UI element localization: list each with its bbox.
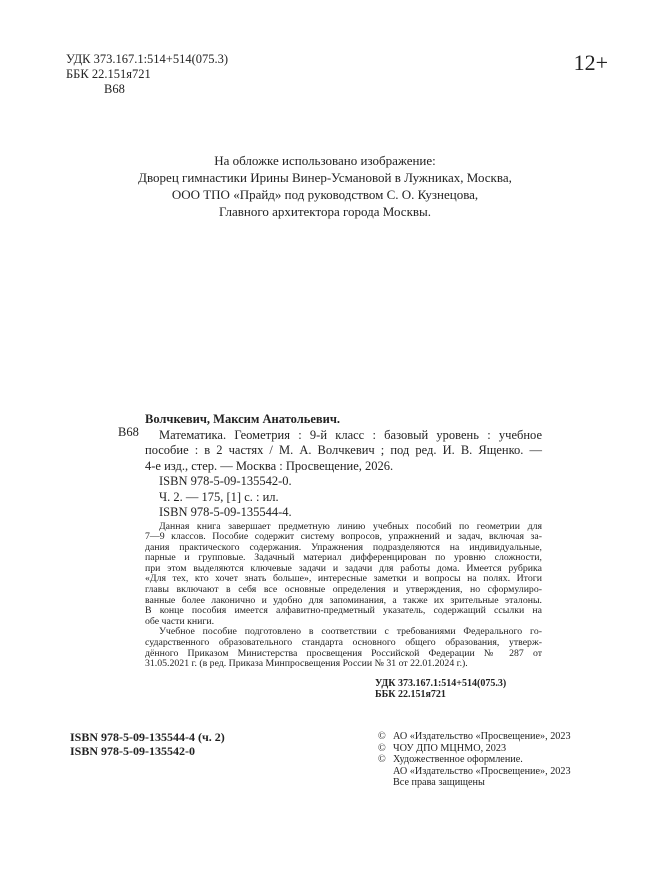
cover-note-line: ООО ТПО «Прайд» под руководством С. О. Кузнецова,: [171, 187, 479, 202]
copyright-text: АО «Издательство «Просвещение», 2023: [393, 731, 571, 742]
bibliographic-record: [145, 412, 542, 700]
copyright-text: ЧОУ ДПО МЦНМО, 2023: [393, 742, 507, 754]
isbn-line: ISBN 978-5-09-135542-0: [70, 744, 195, 758]
record-bbk: ББК 22.151я721: [375, 688, 446, 700]
abstract-line: дания практического содержания. Упражнения подразделяются на индивидуальные,: [145, 542, 542, 553]
abstract: [145, 522, 542, 670]
abstract-line: при этом выделяются ключевые задачи и задачи для работы дома. Имеется рубрика: [145, 563, 542, 574]
cover-note: [0, 152, 650, 220]
abstract-line: «Для тех, кто хочет знать больше», интересные заметки и вопросы на полях. Итоги: [145, 574, 542, 585]
standard-line: дённого Приказом Министерства просвещения Российской Федерации № 287 от: [145, 648, 542, 659]
author-name: Волчкевич, Максим Анатольевич.: [145, 412, 341, 426]
rights-reserved: Все права защищены: [393, 777, 485, 789]
abstract-line: Данная книга завершает предметную линию учебных пособий по геометрии для: [159, 521, 542, 532]
copyright-icon: ©: [378, 754, 386, 766]
footer-isbn: [70, 730, 225, 758]
copyright-icon: ©: [378, 742, 386, 754]
abstract-line: В конце пособия имеется алфавитно-предметный указатель, содержащий ссылки на: [145, 606, 542, 617]
abstract-line: главы включают в себя все основные определения и утверждения, но сформулиро-: [145, 585, 542, 596]
part-info: Ч. 2. — 175, [1] с. : ил.: [159, 489, 279, 504]
cover-note-line: Дворец гимнастики Ирины Винер-Усмановой в Лужниках, Москва,: [138, 170, 512, 185]
copyright-icon: ©: [378, 731, 386, 742]
copyright-line: [378, 754, 571, 766]
udk-code: УДК 373.167.1:514+514(075.3): [66, 52, 229, 66]
standard-line: сударственного образовательного стандарта основного общего образования, утверж-: [145, 638, 542, 649]
abstract-line: 7—9 классов. Пособие содержит систему вопросов, упражнений и задач, включая за-: [145, 532, 542, 543]
isbn-set: ISBN 978-5-09-135542-0.: [159, 474, 292, 488]
bibliography-code: В68: [118, 425, 139, 439]
classification-codes: [66, 52, 228, 97]
isbn-part: ISBN 978-5-09-135544-4.: [159, 505, 292, 519]
title-line: пособие : в 2 частях / М. А. Волчкевич ; под ред. И. В. Ященко. —: [145, 443, 542, 457]
copyright-continuation: АО «Издательство «Просвещение», 2023: [393, 765, 571, 777]
abstract-line: обе части книги.: [145, 616, 215, 627]
age-rating: 12+: [573, 50, 608, 75]
bbk-code: ББК 22.151я721: [66, 67, 151, 81]
abstract-line: ванные более лаконично и удобно для запоминания, а также их зрительные эталоны.: [145, 595, 542, 606]
copyright-block: [378, 731, 571, 789]
isbn-line: ISBN 978-5-09-135544-4 (ч. 2): [70, 730, 225, 744]
standard-line: Учебное пособие подготовлено в соответствии с требованиями Федерального го-: [159, 627, 542, 638]
title-line: 4-е изд., стер. — Москва : Просвещение, 2026.: [145, 458, 394, 473]
cover-note-line: На обложке использовано изображение:: [214, 153, 436, 168]
copyright-line: [378, 731, 571, 743]
title-line: Математика. Геометрия : 9-й класс : базовый уровень : учебное: [159, 427, 542, 442]
cover-note-line: Главного архитектора города Москвы.: [218, 204, 432, 219]
standard-line: 31.05.2021 г. (в ред. Приказа Минпросвещения России № 31 от 22.01.2024 г.).: [145, 659, 468, 670]
record-codes: [145, 678, 542, 700]
author-code: В68: [104, 82, 125, 96]
abstract-line: парные и групповые. Задачный материал дифференцирован по уровню сложности,: [145, 553, 542, 564]
record-udk: УДК 373.167.1:514+514(075.3): [375, 677, 507, 689]
copyright-line: [378, 743, 571, 755]
copyright-text: Художественное оформление.: [393, 754, 523, 766]
